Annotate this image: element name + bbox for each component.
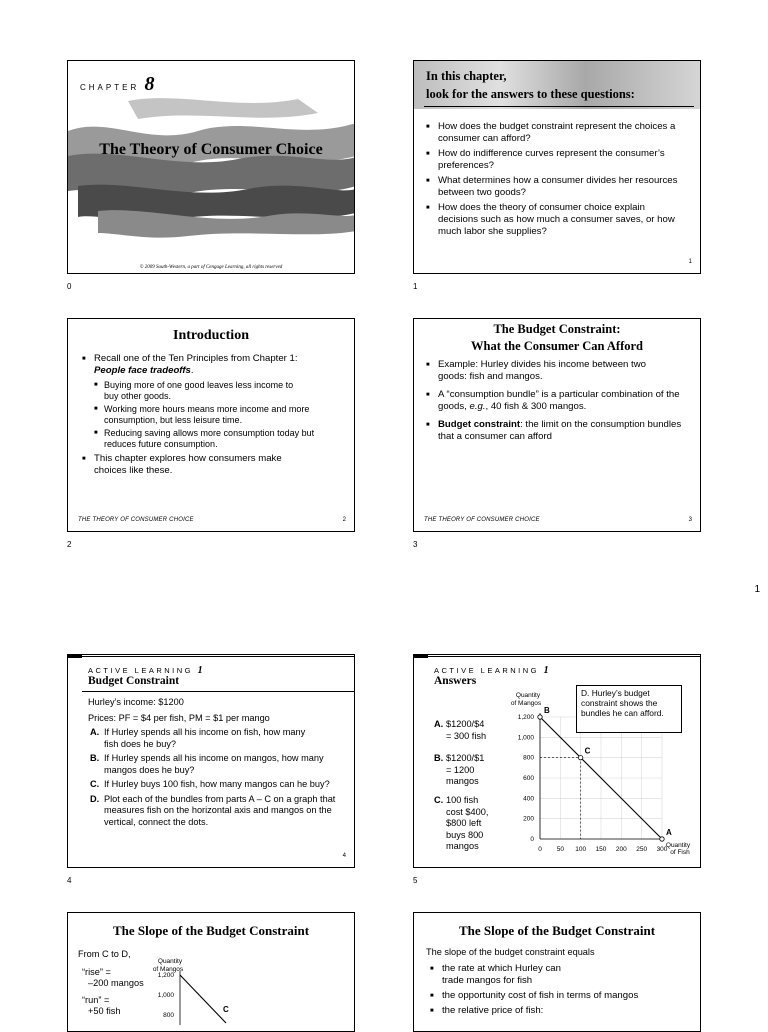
slide-3-number: 3 [413, 540, 418, 549]
list-item: ■ Working more hours means more income and more consumption, but less leisure time. [94, 404, 344, 426]
answer-c [434, 795, 488, 853]
item-letter: B. [434, 753, 444, 763]
term-budget-constraint: Budget constraint [438, 419, 521, 430]
slide-3-bullets [426, 359, 688, 446]
item-text: Plot each of the bundles from parts A – C on a graph that measures fish on the horizontal axis and mangos on the vertical, connect the dots. [104, 793, 336, 827]
answer-line: $1200/$4 [446, 719, 485, 729]
list-item: ■ the opportunity cost of fish in terms of mangos [430, 990, 688, 1002]
principle-emphasis: People face tradeoffs [94, 365, 191, 376]
list-item [90, 727, 342, 750]
slide-2-number: 2 [67, 540, 72, 549]
slide-7-title: The Slope of the Budget Constraint [458, 923, 656, 938]
from-text: From C to D, [78, 949, 131, 959]
y-tick-label: 1,200 [517, 714, 534, 721]
list-item [90, 753, 342, 776]
answer-line: 100 fish [446, 795, 479, 805]
slide-7 [413, 912, 701, 1032]
y-axis-label-line1: Quantity [515, 692, 541, 699]
slide-6-title: The Slope of the Budget Constraint [112, 923, 310, 938]
slide-4-number: 4 [67, 876, 72, 885]
y-tick-label: 1,000 [157, 992, 174, 999]
answer-line: = 300 fish [446, 730, 487, 741]
item-letter: D. [90, 793, 100, 804]
slide-3-title-line2: What the Consumer Can Afford [471, 339, 643, 353]
y-axis-label-line1: Quantity [157, 958, 183, 965]
list-item [426, 419, 688, 443]
item-text: If Hurley spends all his income on fish, how many fish does he buy? [104, 727, 306, 749]
slide-0-number: 0 [67, 282, 72, 291]
slide-2-subbullets [94, 380, 344, 450]
data-point [660, 837, 664, 841]
list-item: ■ Buying more of one good leaves less income to buy other goods. [94, 380, 344, 402]
slide-2-page: 2 [342, 517, 346, 523]
item-letter: B. [90, 753, 100, 763]
x-tick-label: 0 [538, 846, 542, 853]
answer-line: cost $400, [446, 806, 489, 817]
slide-1-number: 1 [413, 282, 418, 291]
callout-box [576, 685, 682, 733]
item-letter: A. [90, 727, 100, 737]
eg-text: e.g. [469, 401, 486, 412]
rise-value: –200 mangos [88, 978, 144, 988]
list-item: ■ What determines how a consumer divides her resources between two goods? [426, 175, 686, 199]
y-axis-label-line2: of Mangos [152, 966, 184, 973]
item-letter: A. [434, 719, 444, 729]
slide-3-page: 3 [688, 517, 692, 523]
slide-0 [67, 60, 355, 274]
x-axis-label-line2: of Fish [670, 849, 690, 856]
bundle-text: A “consumption bundle” is a particular combination of the goods, [438, 389, 680, 412]
item-letter: C. [434, 795, 444, 805]
bundle-example: , 40 fish & 300 mangos. [485, 401, 587, 412]
subtitle-rule [82, 691, 354, 692]
data-point [538, 715, 542, 719]
point-label: B [544, 706, 550, 715]
list-item: ■ the relative price of fish: [430, 1005, 688, 1017]
slide-5-subtitle: Answers [434, 675, 477, 687]
y-tick-label: 800 [523, 754, 534, 762]
x-tick-label: 100 [575, 846, 587, 853]
slide-2 [67, 318, 355, 532]
y-tick-label: 1,000 [517, 734, 534, 742]
rise-label: “rise” = [82, 967, 111, 977]
active-learning-rule [428, 656, 700, 657]
slide-4-page: 4 [342, 853, 346, 859]
slide-1-header-line2: look for the answers to these questions: [426, 87, 635, 101]
x-tick-label: 150 [595, 846, 607, 853]
callout-text: D. Hurley’s budget constraint shows the bundles he can afford. [581, 688, 664, 718]
answer-line: mangos [446, 841, 479, 851]
list-item: ■ How does the theory of consumer choice explain decisions such as how much a consumer saves, or how much labor she supplies? [426, 202, 686, 238]
slide-2-bullets [82, 353, 344, 480]
active-learning-rule [82, 656, 354, 657]
budget-line [180, 975, 226, 1023]
chapter-number: 8 [144, 73, 155, 95]
data-point [578, 755, 582, 759]
list-item: ■ How does the budget constraint represent the choices a consumer can afford? [426, 121, 686, 145]
y-tick-label: 0 [530, 836, 534, 843]
copyright-text: © 2009 South-Western, a part of Cengage Learning, all rights reserved [139, 265, 283, 270]
active-learning-tab [68, 655, 82, 658]
al-number: 1 [543, 665, 549, 676]
answer-line: $800 left [446, 818, 482, 828]
run-label: “run” = [82, 995, 110, 1005]
x-tick-label: 50 [556, 846, 564, 853]
answer-line: mangos [446, 776, 479, 786]
y-tick-label: 200 [523, 815, 534, 823]
al-number: 1 [197, 665, 203, 676]
list-item [82, 353, 344, 450]
slope-chart [144, 945, 284, 1025]
slope-intro: The slope of the budget constraint equals [426, 947, 595, 957]
slide-0-title: The Theory of Consumer Choice [99, 141, 323, 158]
income-text: Hurley’s income: $1200 [88, 697, 184, 707]
point-label: C [223, 1005, 229, 1014]
slide-3 [413, 318, 701, 532]
al-text: ACTIVE LEARNING [434, 666, 540, 675]
chapter-text: CHAPTER [80, 83, 140, 92]
prices-text: Prices: PF = $4 per fish, PM = $1 per mango [88, 713, 270, 723]
slide-6 [67, 912, 355, 1032]
item-letter: C. [90, 779, 100, 789]
list-item [426, 389, 688, 413]
list-item: ■ Example: Hurley divides his income between two goods: fish and mangos. [426, 359, 688, 383]
list-item [90, 794, 342, 829]
slide-2-footer: THE THEORY OF CONSUMER CHOICE [78, 517, 194, 523]
list-item: ■ Reducing saving allows more consumption today but reduces future consumption. [94, 428, 344, 450]
al-text: ACTIVE LEARNING [88, 666, 194, 675]
header-rule [424, 106, 694, 107]
point-label: C [584, 746, 591, 756]
run-value: +50 fish [88, 1006, 121, 1016]
list-item [90, 779, 342, 791]
answer-line: $1200/$1 [446, 753, 485, 763]
slide-1-page: 1 [688, 259, 692, 265]
x-tick-label: 250 [636, 846, 648, 853]
question-list [90, 727, 342, 828]
slide-5-number: 5 [413, 876, 418, 885]
period: . [190, 365, 194, 376]
slide-3-title-line1: The Budget Constraint: [493, 322, 621, 336]
item-text: If Hurley buys 100 fish, how many mangos can he buy? [104, 779, 330, 789]
slide-4-subtitle: Budget Constraint [88, 675, 180, 687]
page-number: 1 [754, 584, 760, 595]
list-item: ■ This chapter explores how consumers make choices like these. [82, 453, 344, 477]
y-tick-label: 1,200 [157, 972, 174, 979]
answer-line: = 1200 [446, 764, 475, 775]
slide-3-footer: THE THEORY OF CONSUMER CHOICE [424, 517, 540, 523]
list-item: ■ How do indifference curves represent the consumer’s preferences? [426, 148, 686, 172]
definition-text: : the limit on the consumption bundles that a consumer can afford [438, 419, 682, 442]
chapter-label [80, 73, 154, 96]
y-tick-label: 600 [523, 775, 534, 782]
y-tick-label: 800 [163, 1012, 174, 1019]
answer-b [434, 753, 484, 788]
slide-5 [413, 654, 701, 868]
x-tick-label: 200 [615, 846, 627, 853]
principle-text: Recall one of the Ten Principles from Chapter 1: [94, 353, 298, 364]
x-tick-label: 300 [656, 846, 668, 853]
x-axis-label-line1: Quantity [665, 842, 691, 849]
answer-a [434, 719, 486, 742]
y-axis-label-line2: of Mangos [510, 700, 542, 707]
point-label: A [666, 828, 672, 837]
slide-1-header-line1: In this chapter, [426, 69, 507, 83]
slide-1 [413, 60, 701, 274]
y-tick-label: 400 [523, 795, 534, 803]
slide-2-title: Introduction [173, 328, 249, 343]
active-learning-tab [414, 655, 428, 658]
list-item: ■ the rate at which Hurley can trade mangos for fish [430, 963, 688, 987]
slide-7-bullets [430, 963, 688, 1020]
slide-1-bullets [426, 121, 686, 241]
answer-line: buys 800 [446, 829, 484, 840]
item-text: If Hurley spends all his income on mangos, how many mangos does he buy? [104, 753, 324, 775]
slide-4 [67, 654, 355, 868]
